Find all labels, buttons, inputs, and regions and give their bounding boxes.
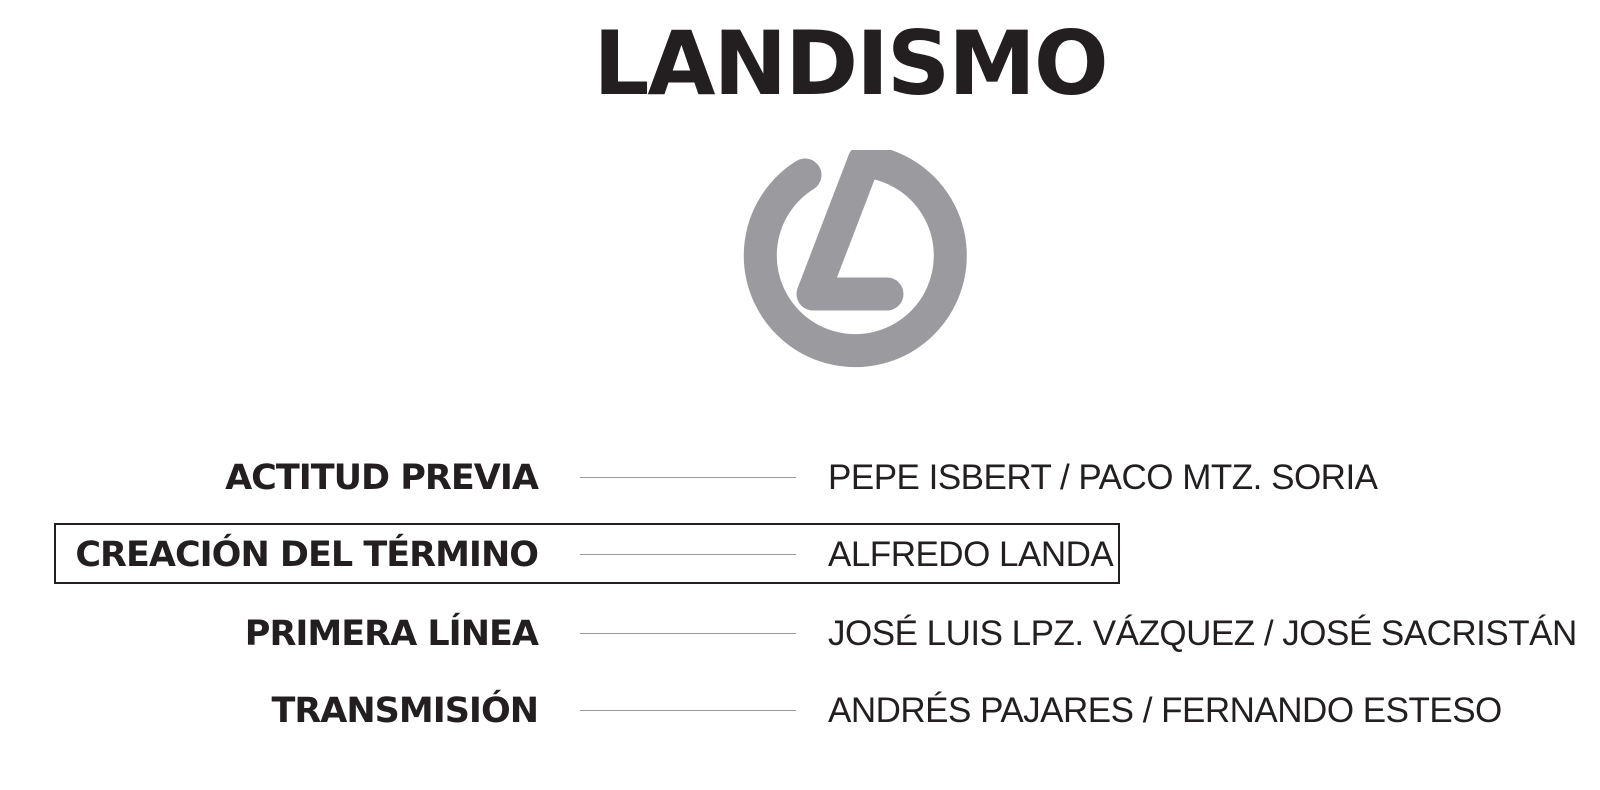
landa-logo-icon (733, 150, 969, 378)
connector-line (580, 633, 796, 634)
row-value: ANDRÉS PAJARES / FERNANDO ESTESO (828, 691, 1502, 730)
row-creacion-del-termino (0, 525, 1600, 585)
row-transmision (0, 681, 1600, 741)
row-actitud-previa (0, 448, 1600, 508)
connector-line (580, 477, 796, 478)
row-value: JOSÉ LUIS LPZ. VÁZQUEZ / JOSÉ SACRISTÁN (828, 614, 1577, 653)
row-value: PEPE ISBERT / PACO MTZ. SORIA (828, 458, 1378, 497)
logo-l-stroke (813, 161, 887, 294)
row-label: CREACIÓN DEL TÉRMINO (75, 535, 538, 575)
row-value: ALFREDO LANDA (828, 535, 1114, 574)
page-title: LANDISMO (593, 12, 1107, 115)
row-label: PRIMERA LÍNEA (244, 614, 538, 654)
row-primera-linea (0, 604, 1600, 664)
connector-line (580, 554, 796, 555)
connector-line (580, 710, 796, 711)
row-label: ACTITUD PREVIA (225, 458, 538, 498)
row-label: TRANSMISIÓN (271, 691, 538, 731)
